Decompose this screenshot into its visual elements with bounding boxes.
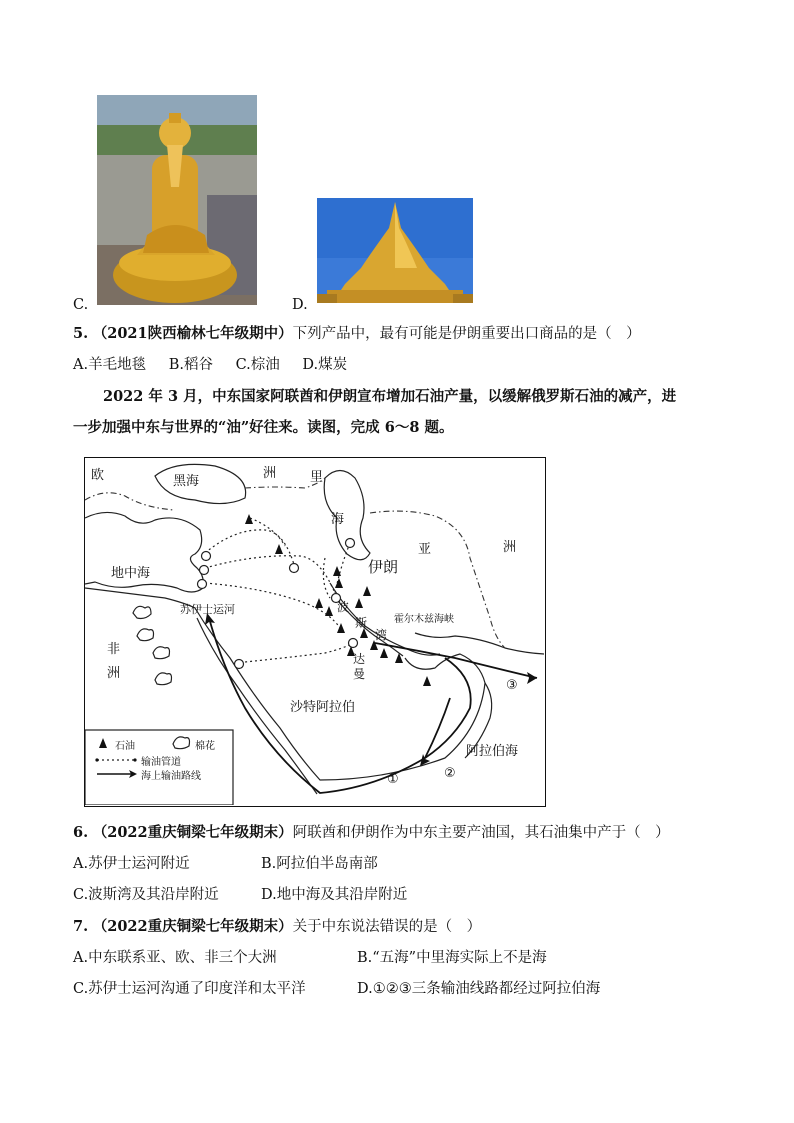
passage-line-1: 2022 年 3 月，中东国家阿联酋和伊朗宣布增加石油产量，以缓解俄罗斯石油的减产，进 — [103, 388, 677, 405]
label-persian-si: 斯 — [355, 616, 368, 630]
label-persian-wan: 湾 — [375, 628, 388, 642]
label-dhahran-da: 达 — [353, 652, 366, 666]
q5-options — [73, 355, 347, 375]
statue-photo — [97, 95, 257, 305]
q5-option-d: D.煤炭 — [302, 357, 348, 373]
option-d-label: D. — [292, 297, 308, 313]
label-europe-zhou: 洲 — [263, 466, 277, 481]
label-arabian-sea: 阿拉伯海 — [466, 744, 519, 759]
q6-option-b: B.阿拉伯半岛南部 — [261, 856, 378, 872]
q7-option-b: B.“五海”中里海实际上不是海 — [357, 950, 547, 966]
legend-sea-route: 海上输油路线 — [141, 771, 201, 782]
label-iran: 伊朗 — [368, 558, 399, 576]
label-route-3: ③ — [506, 678, 518, 693]
q6-option-a: A.苏伊士运河附近 — [73, 856, 190, 872]
question-number: 7. — [73, 918, 89, 935]
question-source: （2022重庆铜梁七年级期末） — [92, 918, 293, 935]
q5-option-a: A.羊毛地毯 — [73, 357, 147, 373]
pagoda-photo — [317, 198, 473, 303]
label-mediterranean: 地中海 — [111, 566, 151, 581]
q7-option-d: D.①②③三条输油线路都经过阿拉伯海 — [357, 981, 601, 997]
q6-option-c: C.波斯湾及其沿岸附近 — [73, 887, 219, 903]
question-5 — [73, 324, 641, 344]
passage-line-2: 一步加强中东与世界的“油”好往来。读图，完成 6～8 题。 — [73, 419, 454, 436]
label-hormuz-strait: 霍尔木兹海峡 — [394, 614, 454, 625]
middle-east-map — [84, 457, 546, 807]
question-number: 6. — [73, 824, 89, 841]
label-saudi-arabia: 沙特阿拉伯 — [290, 700, 356, 715]
question-stem: 关于中东说法错误的是（ ） — [292, 919, 482, 935]
question-6 — [73, 823, 670, 843]
label-caspian-hai: 海 — [331, 512, 345, 527]
legend-oil: 石油 — [115, 741, 135, 752]
q7-option-a: A.中东联系亚、欧、非三个大洲 — [73, 950, 277, 966]
label-suez-canal: 苏伊士运河 — [180, 603, 235, 616]
label-route-1: ① — [387, 772, 399, 787]
question-stem: 下列产品中，最有可能是伊朗重要出口商品的是（ ） — [292, 326, 641, 342]
gold-seated-statue-photo — [97, 95, 257, 305]
label-asia-zhou: 洲 — [503, 540, 517, 555]
q5-option-b: B.稻谷 — [168, 357, 213, 373]
label-caspian-li: 里 — [310, 470, 324, 485]
q6-option-d: D.地中海及其沿岸附近 — [261, 887, 408, 903]
golden-pagoda-photo — [317, 198, 473, 303]
question-stem: 阿联酋和伊朗作为中东主要产油国，其石油集中产于（ ） — [292, 825, 670, 841]
question-7 — [73, 917, 481, 937]
question-source: （2022重庆铜梁七年级期末） — [92, 824, 293, 841]
label-africa-fei: 非 — [107, 642, 121, 657]
label-black-sea: 黑海 — [173, 474, 200, 489]
label-africa-zhou: 洲 — [107, 666, 121, 681]
label-persian-bo: 波 — [337, 600, 350, 614]
label-asia-ya: 亚 — [418, 542, 432, 557]
question-number: 5. — [73, 325, 89, 342]
legend-cotton: 棉花 — [195, 741, 215, 752]
label-route-2: ② — [444, 766, 456, 781]
label-europe-ou: 欧 — [91, 468, 105, 483]
option-c-label: C. — [73, 297, 89, 313]
question-source: （2021陕西榆林七年级期中） — [92, 325, 293, 342]
label-dhahran-man: 曼 — [353, 667, 366, 681]
legend-pipeline: 输油管道 — [141, 757, 181, 768]
q7-option-c: C.苏伊士运河沟通了印度洋和太平洋 — [73, 981, 306, 997]
q5-option-c: C.棕油 — [235, 357, 280, 373]
